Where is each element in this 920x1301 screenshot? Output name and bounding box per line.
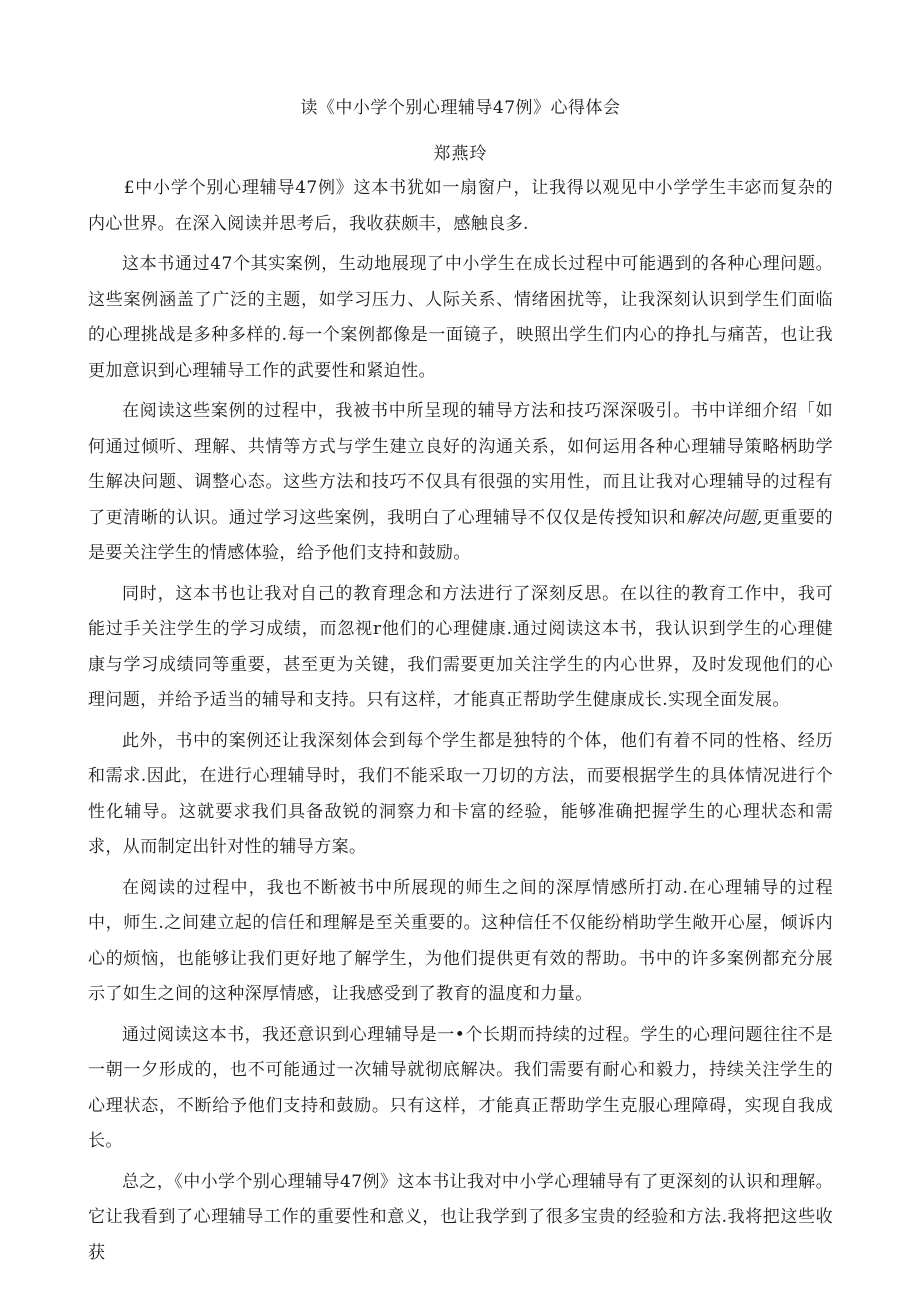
paragraph-3 — [88, 394, 833, 572]
paragraph-8: 总之，《中小学个别心理辅导47例》这本书让我对中小学心理辅导有了更深刻的认识和理解。它让我看到了心理辅导工作的重要性和意义，也让我学到了很多宝贵的经验和方法.我将把这些收获 — [88, 1171, 833, 1263]
paragraph-7: 通过阅读这本书，我还意识到心理辅导是一•个长期而持续的过程。学生的心理问题往往不是一朝一夕形成的，也不可能通过一次辅导就彻底解决。我们需要有耐心和毅力，持续关注学生的心理状态，不断给予他们支持和鼓励。只有这样，才能真正帮助学生克服心理障碍，实现自我成长。 — [88, 1024, 833, 1151]
paragraph-6: 在阅读的过程中，我也不断被书中所展现的师生之间的深厚情感所打动.在心理辅导的过程中，师生.之间建立起的信任和理解是至关重要的。这种信任不仅能纷梢助学生敞开心屋，倾诉内心的烦恼，也能够让我们更好地了解学生，为他们提供更有效的帮助。书中的许多案例都充分展示了如生之间的这种深厚情感，让我感受到了教育的温度和力量。 — [88, 877, 833, 1004]
paragraph-1: £中小学个别心理辅导47例》这本书犹如一扇窗户，让我得以观见中小学学生丰宓而复杂的内心世界。在深入阅读并思考后，我收获颇丰，感触良多. — [88, 178, 833, 234]
paragraph-2: 这本书通过47个其实案例，生动地展现了中小学生在成长过程中可能遇到的各种心理问题。这些案例涵盖了广泛的主题，如学习压力、人际关系、情绪困扰等，让我深刻认识到学生们面临的心理挑战是多种多样的.每一个案例都像是一面镜子，映照出学生们内心的挣扎与痛苦，也让我更加意识到心理辅导工作的武要性和紧迫性。 — [88, 254, 833, 381]
paragraph-3-text: 在阅读这些案例的过程中，我被书中所呈现的辅导方法和技巧深深吸引。书中详细介绍「如何通过倾听、理解、共情等方式与学生建立良好的沟通关系，如何运用各种心理辅导策略柄助学生解决问题、调整心态。这些方法和技巧不仅具有很强的实用性，而且让我对心理辅导的过程有了更清晰的认识。通过学习这些案例，我明白了心理辅导不仅仅是传授知识和 — [88, 401, 833, 528]
paragraph-3-italic: 解决问题, — [686, 507, 763, 528]
document-author: 郑燕玲 — [433, 144, 488, 164]
paragraph-3-tail: 更重要的是要关注学生的情感体验，给予他们支持和鼓励。 — [88, 507, 833, 563]
paragraph-4: 同时，这本书也让我对自己的教育理念和方法进行了深刻反思。在以往的教育工作中，我可能过手关注学生的学习成绩，而忽视r他们的心理健康.通过阅读这本书，我认识到学生的心理健康与学习成绩同等重要，甚至更为关键，我们需要更加关注学生的内心世界，及时发现他们的心理问题，并给予适当的辅导和支持。只有这样，才能真正帮助学生健康成长.实现全面发展。 — [88, 583, 833, 710]
paragraph-5: 此外，书中的案例还让我深刻体会到每个学生都是独特的个体，他们有着不同的性格、经历和需求.因此，在进行心理辅导时，我们不能采取一刀切的方法，而要根据学生的具体情况进行个性化辅导。这就要求我们具备敌锐的洞察力和卡富的经验，能够准确把握学生的心理状态和需求，从而制定出针对性的辅导方案。 — [88, 730, 833, 857]
document-page — [88, 95, 833, 1276]
document-title: 读《中小学个别心理辅导47例》心得体会 — [300, 98, 621, 118]
